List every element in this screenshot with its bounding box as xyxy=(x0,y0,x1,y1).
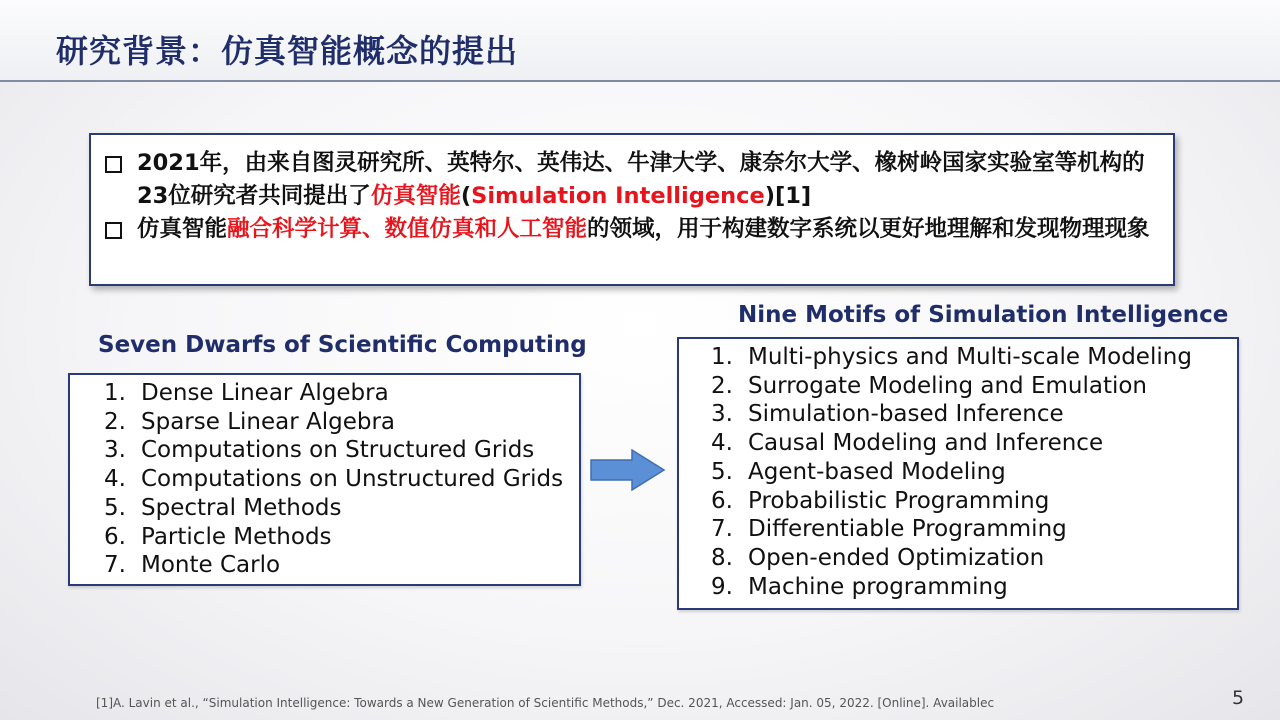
list-item: 9. Machine programming xyxy=(711,573,1008,600)
list-item: 2. Surrogate Modeling and Emulation xyxy=(711,372,1147,399)
page-number: 5 xyxy=(1232,687,1245,709)
right-arrow-icon xyxy=(590,449,666,491)
bullet1-paren: ( xyxy=(460,183,472,209)
intro-bullet-2 xyxy=(105,213,1165,246)
bullet1-text-b: )[1] xyxy=(764,183,812,209)
list-item: 5. Agent-based Modeling xyxy=(711,458,1006,485)
nine-motifs-box xyxy=(677,337,1239,610)
list-item: 5. Spectral Methods xyxy=(104,494,342,521)
seven-dwarfs-title: Seven Dwarfs of Scientific Computing xyxy=(98,332,587,358)
intro-bullet-1 xyxy=(105,147,1165,213)
bullet1-text-a: 2021年，由来自图灵研究所、英特尔、英伟达、牛津大学、康奈尔大学、橡树岭国家实验室等机构的23位研究者共同提出了 xyxy=(137,150,1145,209)
list-item: 4. Computations on Unstructured Grids xyxy=(104,466,564,493)
list-item: 3. Simulation-based Inference xyxy=(711,401,1064,428)
list-item: 4. Causal Modeling and Inference xyxy=(711,430,1104,457)
nine-motifs-title: Nine Motifs of Simulation Intelligence xyxy=(738,302,1229,328)
page-title: 研究背景：仿真智能概念的提出 xyxy=(56,32,519,70)
list-item: 7. Differentiable Programming xyxy=(711,516,1067,543)
title-bar xyxy=(0,0,1280,82)
checkbox-square-icon xyxy=(105,222,122,239)
footnote: [1]A. Lavin et al., “Simulation Intelligence: Towards a New Generation of Scientific Methods,” Dec. 2021, Accessed: Jan. 05, 2022. [Online]. Availablec xyxy=(96,696,995,710)
nine-motifs-list xyxy=(711,343,1192,601)
list-item: 6. Particle Methods xyxy=(104,523,332,550)
bullet1-highlight-en: Simulation Intelligence xyxy=(471,183,765,209)
list-item: 1. Dense Linear Algebra xyxy=(104,380,389,406)
list-item: 3. Computations on Structured Grids xyxy=(104,437,535,464)
list-item: 7. Monte Carlo xyxy=(104,552,281,579)
list-item: 6. Probabilistic Programming xyxy=(711,487,1050,514)
checkbox-square-icon xyxy=(105,156,122,173)
bullet2-text-b: 的领域，用于构建数字系统以更好地理解和发现物理现象 xyxy=(587,216,1150,242)
bullet2-text-a: 仿真智能 xyxy=(137,216,228,242)
list-item: 1. Multi-physics and Multi-scale Modeling xyxy=(711,344,1192,370)
seven-dwarfs-box xyxy=(68,373,581,586)
intro-box xyxy=(89,133,1175,286)
bullet1-highlight: 仿真智能 xyxy=(370,183,461,209)
bullet2-highlight: 融合科学计算、数值仿真和人工智能 xyxy=(227,216,588,242)
list-item: 2. Sparse Linear Algebra xyxy=(104,408,396,435)
list-item: 8. Open-ended Optimization xyxy=(711,544,1045,571)
seven-dwarfs-list xyxy=(104,379,563,580)
